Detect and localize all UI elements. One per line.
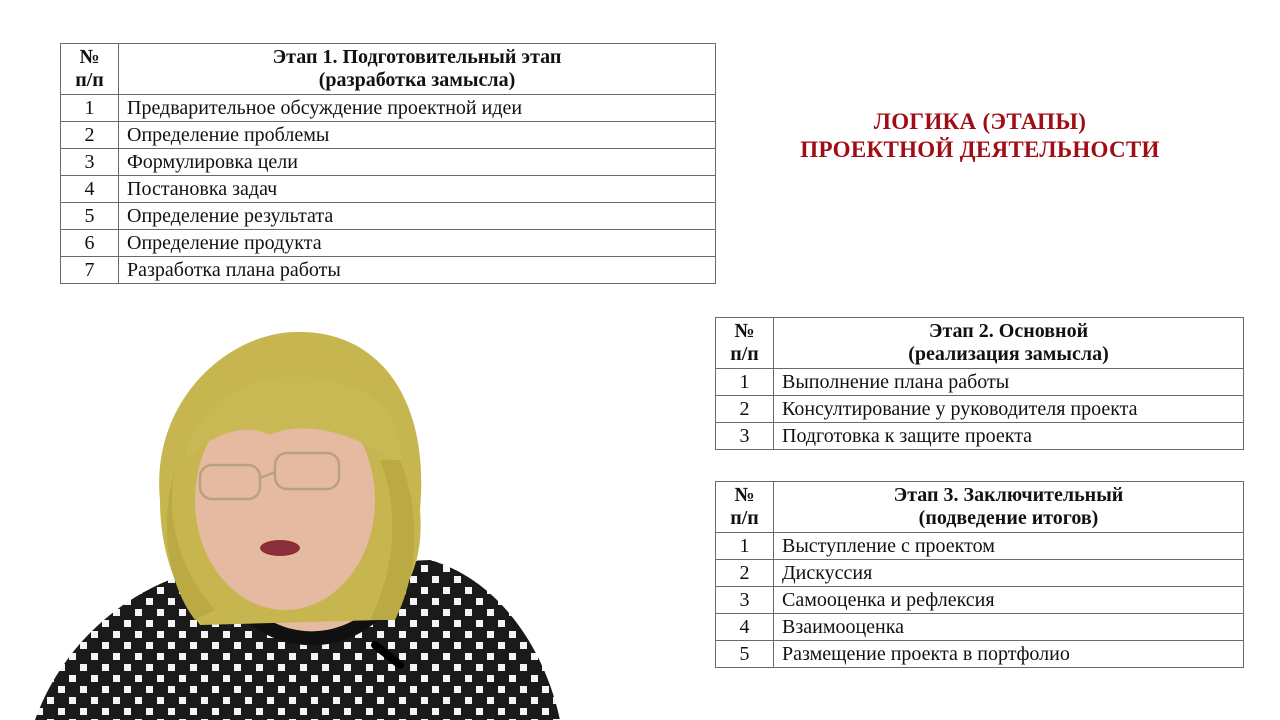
table-row	[716, 533, 1244, 560]
number-column-header: № п/п	[716, 482, 774, 533]
row-number: 7	[61, 257, 119, 284]
stage-3-table	[715, 481, 1244, 668]
row-text: Размещение проекта в портфолио	[774, 641, 1244, 668]
row-text: Определение результата	[119, 203, 716, 230]
table-row	[716, 560, 1244, 587]
row-number: 4	[61, 176, 119, 203]
number-column-header: № п/п	[716, 318, 774, 369]
row-text: Дискуссия	[774, 560, 1244, 587]
presenter-figure	[0, 320, 600, 720]
row-text: Выступление с проектом	[774, 533, 1244, 560]
row-text: Разработка плана работы	[119, 257, 716, 284]
row-text: Постановка задач	[119, 176, 716, 203]
row-number: 5	[61, 203, 119, 230]
row-text: Подготовка к защите проекта	[774, 423, 1244, 450]
table-row	[61, 257, 716, 284]
row-number: 1	[716, 533, 774, 560]
table-row	[716, 641, 1244, 668]
stage-2-table	[715, 317, 1244, 450]
row-number: 2	[61, 122, 119, 149]
presenter-mouth	[260, 540, 300, 556]
row-text: Формулировка цели	[119, 149, 716, 176]
stage-2-header: Этап 2. Основной (реализация замысла)	[774, 318, 1244, 369]
row-number: 2	[716, 396, 774, 423]
row-text: Самооценка и рефлексия	[774, 587, 1244, 614]
row-number: 1	[61, 95, 119, 122]
stage-1-table	[60, 43, 716, 284]
stage-1-header: Этап 1. Подготовительный этап (разработка замысла)	[119, 44, 716, 95]
table-row	[61, 203, 716, 230]
table-row	[716, 587, 1244, 614]
stage-3-header: Этап 3. Заключительный (подведение итогов)	[774, 482, 1244, 533]
table-row	[716, 614, 1244, 641]
number-column-header: № п/п	[61, 44, 119, 95]
table-row	[716, 423, 1244, 450]
table-row	[61, 149, 716, 176]
row-text: Взаимооценка	[774, 614, 1244, 641]
slide-title	[760, 108, 1200, 164]
table-row	[716, 396, 1244, 423]
table-row	[61, 95, 716, 122]
row-number: 2	[716, 560, 774, 587]
slide-title-line-2: ПРОЕКТНОЙ ДЕЯТЕЛЬНОСТИ	[800, 137, 1160, 162]
table-header-row	[716, 482, 1244, 533]
row-number: 5	[716, 641, 774, 668]
row-number: 3	[61, 149, 119, 176]
row-number: 4	[716, 614, 774, 641]
row-text: Определение проблемы	[119, 122, 716, 149]
table-row	[61, 122, 716, 149]
table-header-row	[61, 44, 716, 95]
row-number: 6	[61, 230, 119, 257]
slide-title-line-1: ЛОГИКА (ЭТАПЫ)	[873, 109, 1087, 134]
row-number: 3	[716, 423, 774, 450]
row-number: 3	[716, 587, 774, 614]
table-row	[61, 176, 716, 203]
row-text: Предварительное обсуждение проектной идеи	[119, 95, 716, 122]
table-row	[716, 369, 1244, 396]
table-row	[61, 230, 716, 257]
row-text: Консултирование у руководителя проекта	[774, 396, 1244, 423]
row-number: 1	[716, 369, 774, 396]
row-text: Выполнение плана работы	[774, 369, 1244, 396]
table-header-row	[716, 318, 1244, 369]
row-text: Определение продукта	[119, 230, 716, 257]
